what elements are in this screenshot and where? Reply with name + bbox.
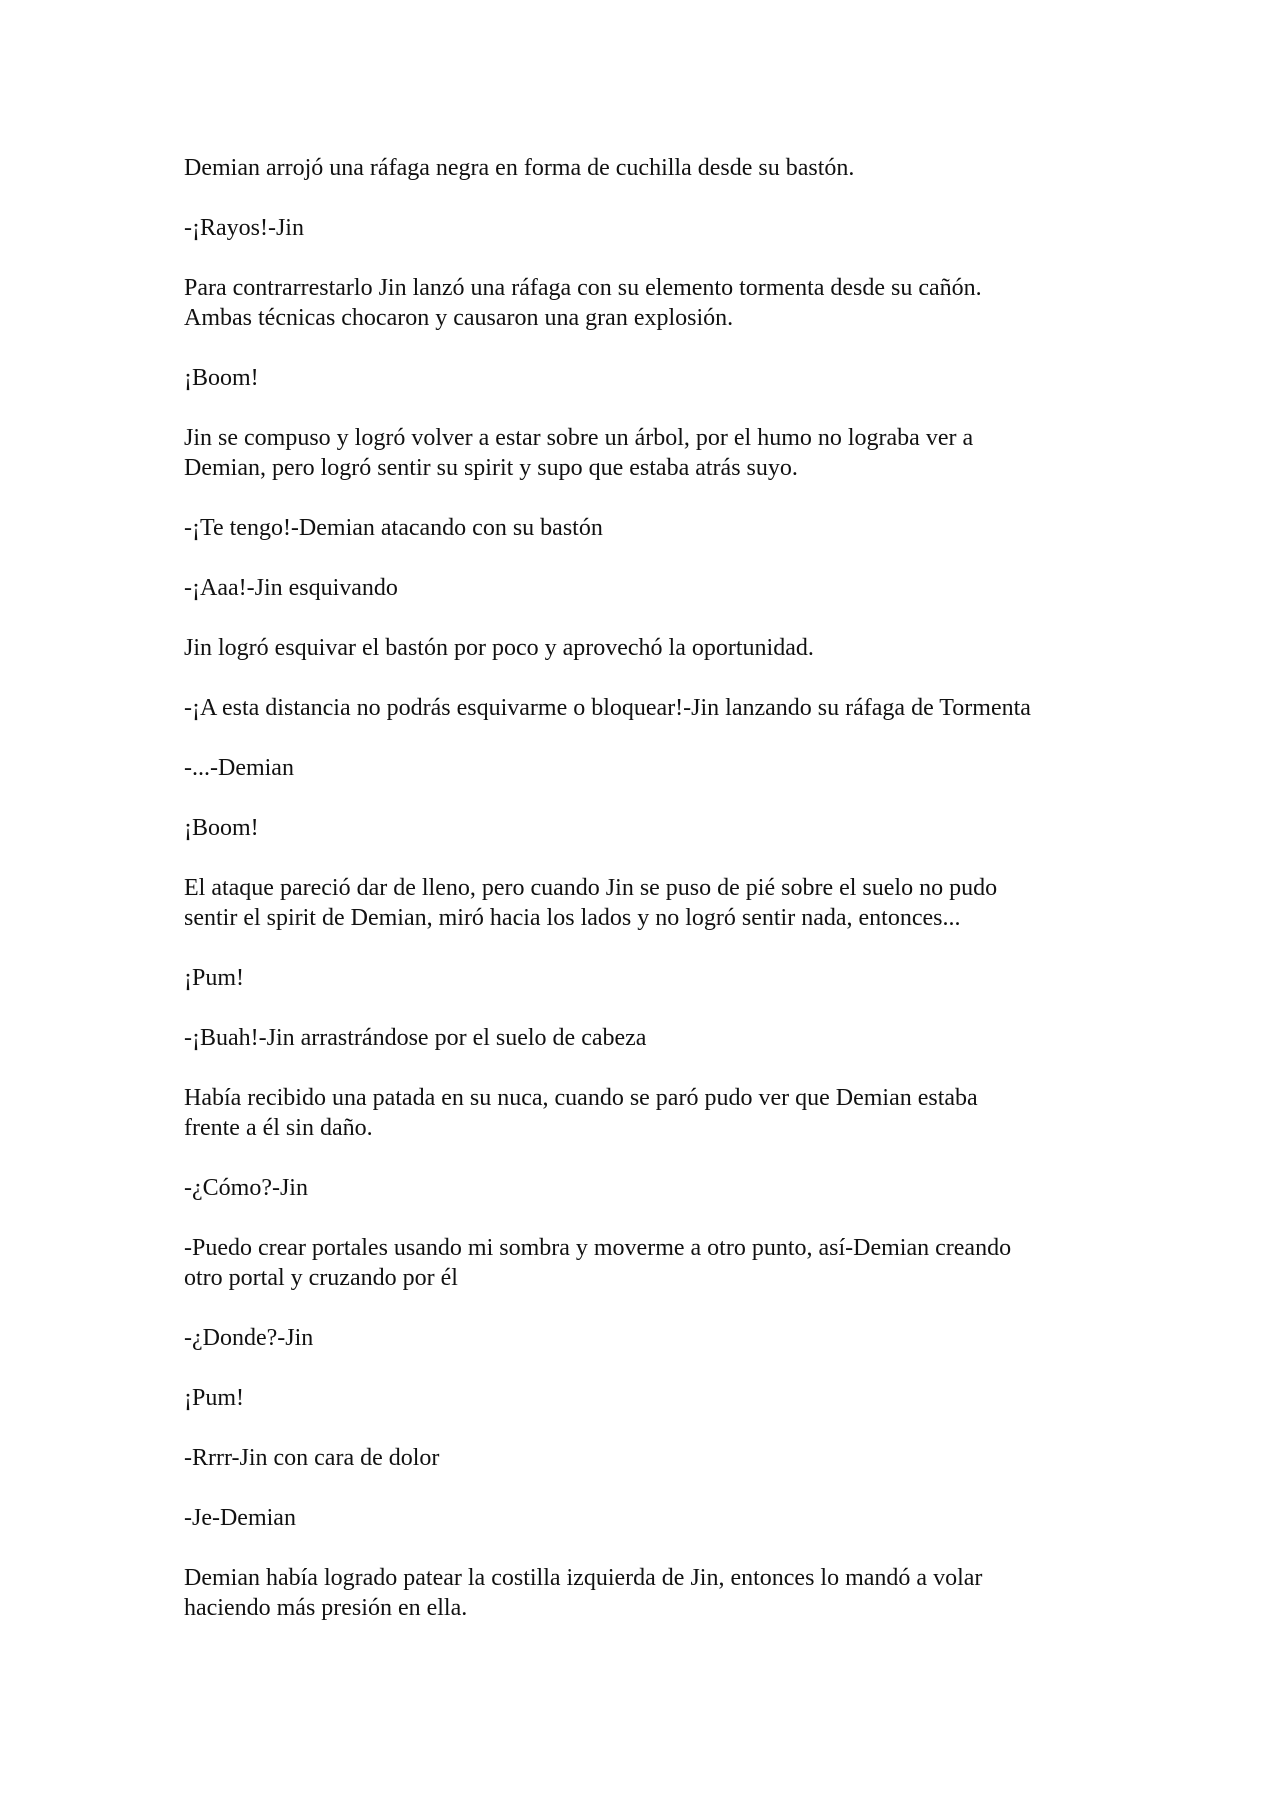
text-line: -¡Aaa!-Jin esquivando <box>184 575 398 601</box>
text-line: -¡A esta distancia no podrás esquivarme o bloquear!-Jin lanzando su ráfaga de Tormenta <box>184 695 1031 721</box>
text-line: Había recibido una patada en su nuca, cuando se paró pudo ver que Demian estaba <box>184 1085 978 1111</box>
text-line: -¿Cómo?-Jin <box>184 1175 308 1201</box>
text-line: -Puedo crear portales usando mi sombra y moverme a otro punto, así-Demian creando <box>184 1235 1012 1261</box>
paragraph <box>184 153 1184 183</box>
text-line: ¡Pum! <box>184 965 244 991</box>
text-line: Jin logró esquivar el bastón por poco y aprovechó la oportunidad. <box>184 635 814 661</box>
paragraph <box>184 813 1184 843</box>
paragraph <box>184 513 1184 543</box>
text-line: ¡Boom! <box>184 365 259 391</box>
text-line: El ataque pareció dar de lleno, pero cuando Jin se puso de pié sobre el suelo no pudo <box>184 875 998 901</box>
document-page <box>184 153 1184 1653</box>
text-line: -Je-Demian <box>184 1505 296 1531</box>
text-line: Demian había logrado patear la costilla izquierda de Jin, entonces lo mandó a volar <box>184 1565 983 1591</box>
paragraph <box>184 1323 1184 1353</box>
text-line: otro portal y cruzando por él <box>184 1265 458 1291</box>
paragraph <box>184 1083 1184 1143</box>
text-line: Para contrarrestarlo Jin lanzó una ráfaga con su elemento tormenta desde su cañón. <box>184 275 982 301</box>
paragraph <box>184 1443 1184 1473</box>
paragraph <box>184 573 1184 603</box>
paragraph <box>184 1233 1184 1293</box>
text-line: -¿Donde?-Jin <box>184 1325 314 1351</box>
paragraph <box>184 423 1184 483</box>
paragraph <box>184 633 1184 663</box>
paragraph <box>184 1173 1184 1203</box>
text-line: Ambas técnicas chocaron y causaron una gran explosión. <box>184 305 734 331</box>
text-line: -...-Demian <box>184 755 294 781</box>
text-line: frente a él sin daño. <box>184 1115 373 1141</box>
paragraph <box>184 1503 1184 1533</box>
paragraph <box>184 273 1184 333</box>
paragraph <box>184 753 1184 783</box>
paragraph <box>184 693 1184 723</box>
text-line: -¡Buah!-Jin arrastrándose por el suelo de cabeza <box>184 1025 647 1051</box>
paragraph <box>184 1023 1184 1053</box>
text-line: Demian arrojó una ráfaga negra en forma de cuchilla desde su bastón. <box>184 155 855 181</box>
paragraph <box>184 213 1184 243</box>
text-line: -¡Te tengo!-Demian atacando con su bastón <box>184 515 603 541</box>
text-line: Jin se compuso y logró volver a estar sobre un árbol, por el humo no lograba ver a <box>184 425 974 451</box>
text-line: -Rrrr-Jin con cara de dolor <box>184 1445 440 1471</box>
text-line: ¡Boom! <box>184 815 259 841</box>
text-line: Demian, pero logró sentir su spirit y supo que estaba atrás suyo. <box>184 455 798 481</box>
paragraph <box>184 363 1184 393</box>
text-line: haciendo más presión en ella. <box>184 1595 468 1621</box>
paragraph <box>184 1563 1184 1623</box>
text-line: ¡Pum! <box>184 1385 244 1411</box>
text-line: -¡Rayos!-Jin <box>184 215 304 241</box>
text-line: sentir el spirit de Demian, miró hacia los lados y no logró sentir nada, entonces... <box>184 905 961 931</box>
paragraph <box>184 873 1184 933</box>
paragraph <box>184 963 1184 993</box>
paragraph <box>184 1383 1184 1413</box>
